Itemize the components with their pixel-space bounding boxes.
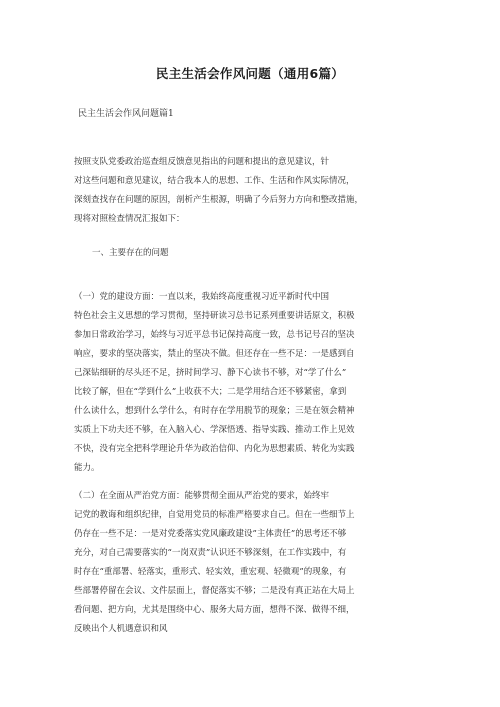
paragraph-line: 些部署停留在会议、文件层面上，督促落实不够；二是没有真正站在大局上 bbox=[74, 586, 355, 596]
document-title: 民主生活会作风问题（通用6篇） bbox=[155, 66, 345, 81]
paragraph-line: 看问题、把方向，尤其是围绕中心、服务大局方面，想得不深、做得不细， bbox=[74, 605, 355, 615]
paragraph-line: 什么读什么，想到什么学什么，有时存在学用脱节的现象；三是在领会精神 bbox=[74, 406, 355, 416]
paragraph-line: 不快，没有完全把科学理论升华为政治信仰、内化为思想素质、转化为实践 bbox=[74, 444, 355, 454]
paragraph-line: （二）在全面从严治党方面：能够贯彻全面从严治党的要求，始终牢 bbox=[74, 491, 330, 501]
paragraph-line: 仍存在一些不足：一是对党委落实党风廉政建设”主体责任”的思考还不够 bbox=[74, 529, 347, 539]
intro-paragraph bbox=[74, 153, 434, 229]
paragraph-line: 比较了解，但在“学到什么”上收获不大；二是学用结合还不够紧密，拿到 bbox=[74, 387, 347, 397]
paragraph-line: 参加日常政治学习，始终与习近平总书记保持高度一致，总书记号召的坚决 bbox=[74, 330, 355, 340]
paragraph-line: 对这些问题和意见建议，结合我本人的思想、工作、生活和作风实际情况， bbox=[74, 176, 355, 186]
paragraph-line: 反映出个人机遇意识和风 bbox=[74, 624, 168, 634]
paragraph-line: 响应，要求的坚决落实，禁止的坚决不做。但还存在一些不足：一是感到自 bbox=[74, 349, 355, 359]
paragraph-line: 实质上下功夫还不够，在入脑入心、学深悟透、指导实践、推动工作上见效 bbox=[74, 425, 355, 435]
paragraph-line: 时存在“重部署、轻落实，重形式、轻实效，重宏观、轻微观”的现象，有 bbox=[74, 567, 347, 577]
paragraph-line: 现将对照检查情况汇报如下： bbox=[74, 214, 185, 224]
party-building-paragraph bbox=[74, 288, 434, 478]
paragraph-line: 能力。 bbox=[74, 463, 100, 473]
paragraph-line: 充分，对自己需要落实的“一岗双责”认识还不够深刻，在工作实践中，有 bbox=[74, 548, 347, 558]
paragraph-line: 己深钻细研的尽头还不足，挤时间学习、静下心读书不够，对“学了什么” bbox=[74, 368, 347, 378]
party-governance-paragraph bbox=[74, 487, 434, 639]
paragraph-line: 特色社会主义思想的学习贯彻，坚持研读习总书记系列重要讲话原文，积极 bbox=[74, 311, 355, 321]
paragraph-line: 记党的教诲和组织纪律，自觉用党员的标准严格要求自己。但在一些细节上 bbox=[74, 510, 355, 520]
section-heading: 一、主要存在的问题 bbox=[92, 248, 169, 258]
paragraph-line: 按照支队党委政治巡查组反馈意见指出的问题和提出的意见建议，针 bbox=[74, 157, 330, 167]
paragraph-line: 深刻查找存在问题的原因，剖析产生根源，明确了今后努力方向和整改措施， bbox=[74, 195, 364, 205]
document-subtitle: 民主生活会作风问题篇1 bbox=[78, 109, 174, 119]
paragraph-line: （一）党的建设方面：一直以来，我始终高度重视习近平新时代中国 bbox=[74, 292, 330, 302]
